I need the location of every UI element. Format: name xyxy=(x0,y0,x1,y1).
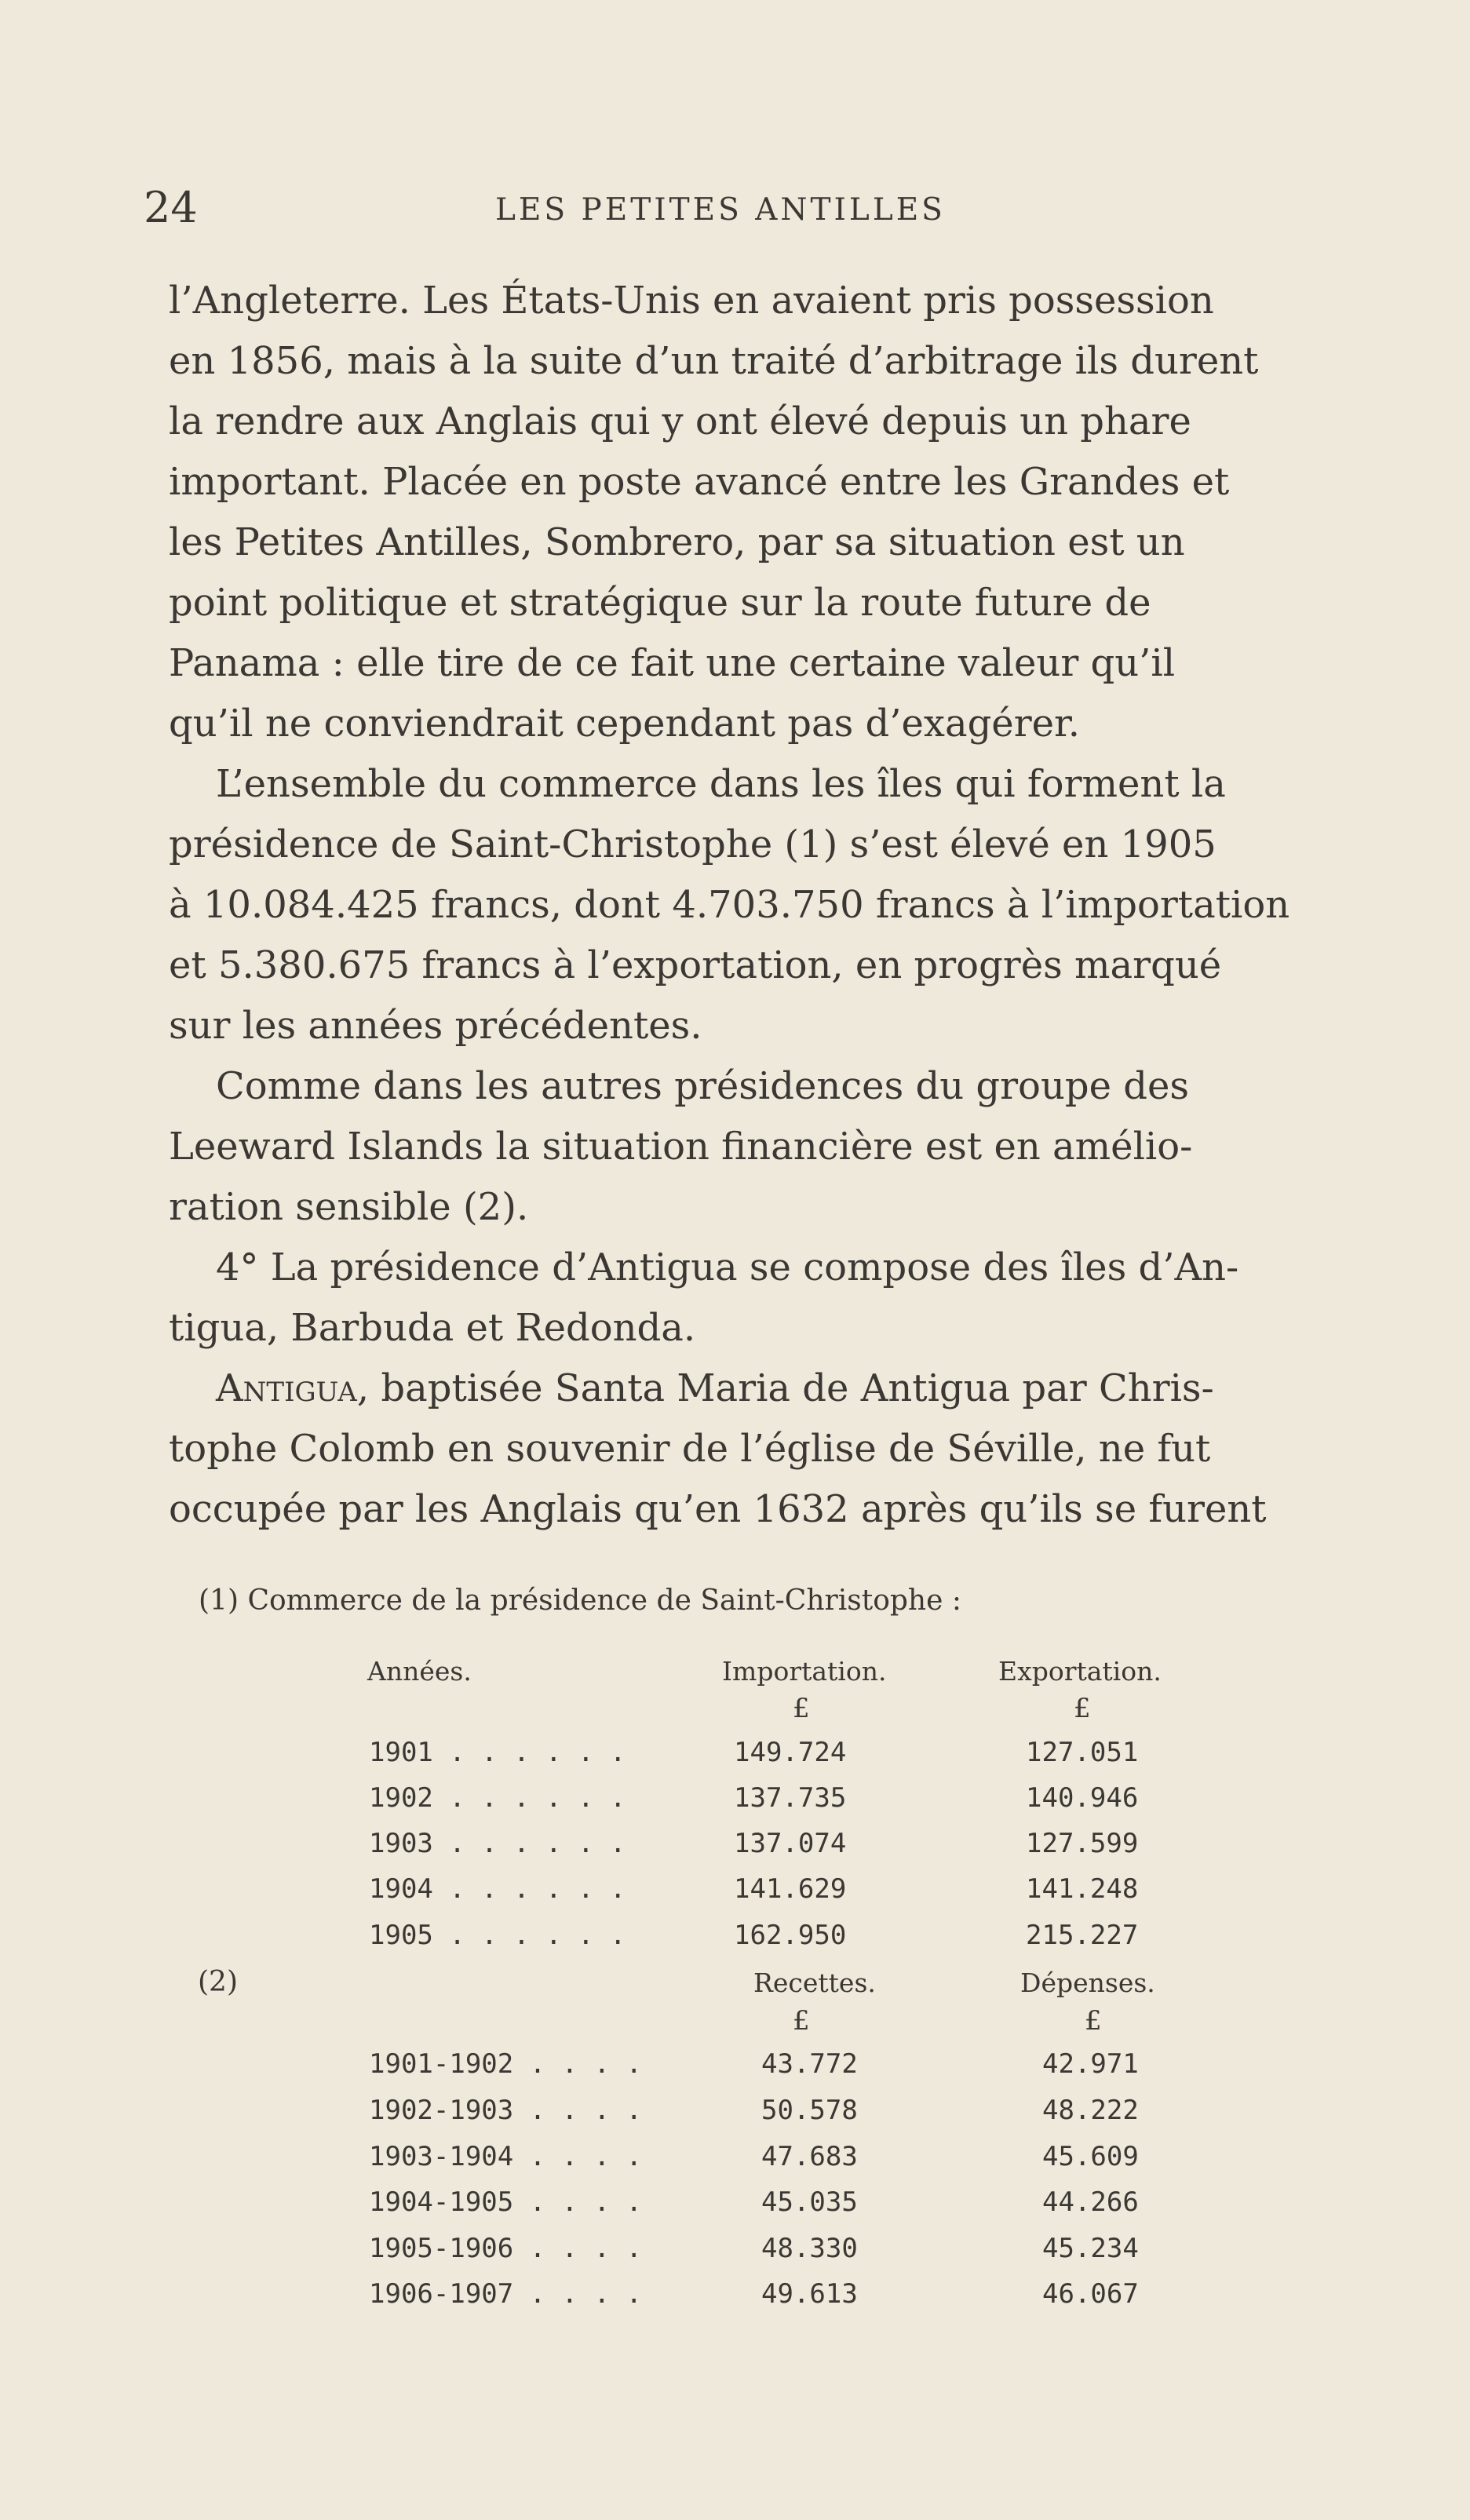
table-row-export: 127.599 xyxy=(1026,1828,1139,1859)
page-number: 24 xyxy=(144,183,198,232)
table-row-period: 1906-1907 . . . . xyxy=(369,2278,642,2310)
text-line: point politique et stratégique sur la route future de xyxy=(169,581,1151,625)
text-line: la rendre aux Anglais qui y ont élevé depuis un phare xyxy=(169,399,1191,443)
running-head: LES PETITES ANTILLES xyxy=(495,192,946,228)
table-row-period: 1905-1906 . . . . xyxy=(369,2233,642,2264)
table-row-expenses: 45.609 xyxy=(1042,2141,1139,2172)
column-header-export: Exportation. xyxy=(998,1656,1162,1687)
column-header-receipts: Recettes. xyxy=(753,1967,876,1998)
table-row-receipts: 47.683 xyxy=(761,2141,858,2172)
text-line: L’ensemble du commerce dans les îles qui forment la xyxy=(216,762,1226,806)
table-row-year: 1904 . . . . . . xyxy=(369,1873,626,1905)
table-row-period: 1901-1902 . . . . xyxy=(369,2048,642,2080)
table-row-expenses: 46.067 xyxy=(1042,2278,1139,2310)
first-line-rest: , baptisée Santa Maria de Antigua par Chris- xyxy=(356,1366,1214,1410)
table-row-import: 141.629 xyxy=(734,1873,847,1905)
table-row-year: 1902 . . . . . . xyxy=(369,1782,626,1814)
text-line: les Petites Antilles, Sombrero, par sa situation est un xyxy=(169,520,1185,564)
text-line: présidence de Saint-Christophe (1) s’est élevé en 1905 xyxy=(169,822,1216,866)
table-row-year: 1903 . . . . . . xyxy=(369,1828,626,1859)
table-row-year: 1905 . . . . . . xyxy=(369,1920,626,1951)
text-line: l’Angleterre. Les États-Unis en avaient pris possession xyxy=(169,279,1214,323)
text-line: en 1856, mais à la suite d’un traité d’arbitrage ils durent xyxy=(169,339,1259,383)
text-line: tophe Colomb en souvenir de l’église de Séville, ne fut xyxy=(169,1427,1211,1471)
footnote-title: (1) Commerce de la présidence de Saint-Christophe : xyxy=(199,1585,961,1617)
text-line: occupée par les Anglais qu’en 1632 après qu’ils se furent xyxy=(169,1487,1267,1531)
table-row-export: 141.248 xyxy=(1026,1873,1139,1905)
column-header-years: Années. xyxy=(367,1656,472,1687)
text-line: Comme dans les autres présidences du groupe des xyxy=(216,1064,1190,1108)
currency-symbol: £ xyxy=(1074,1693,1091,1724)
table-row-export: 127.051 xyxy=(1026,1737,1139,1768)
table-row-export: 215.227 xyxy=(1026,1920,1139,1951)
table-row-receipts: 45.035 xyxy=(761,2186,858,2218)
table-row-expenses: 48.222 xyxy=(1042,2095,1139,2126)
table-row-receipts: 49.613 xyxy=(761,2278,858,2310)
text-line: ration sensible (2). xyxy=(169,1185,529,1229)
currency-symbol: £ xyxy=(793,2005,810,2037)
text-line: 4° La présidence d’Antigua se compose des îles d’An- xyxy=(216,1245,1239,1289)
text-line: Leeward Islands la situation financière est en amélio- xyxy=(169,1125,1193,1169)
text-line: qu’il ne conviendrait cependant pas d’exagérer. xyxy=(169,702,1080,746)
currency-symbol: £ xyxy=(793,1693,810,1724)
table-row-import: 137.074 xyxy=(734,1828,847,1859)
currency-symbol: £ xyxy=(1085,2005,1102,2037)
text-line: à 10.084.425 francs, dont 4.703.750 francs à l’importation xyxy=(169,883,1290,927)
table-row-expenses: 42.971 xyxy=(1042,2048,1139,2080)
antigua-smallcaps: Antigua xyxy=(216,1366,357,1410)
table-row-import: 137.735 xyxy=(734,1782,847,1814)
footnote-2-label: (2) xyxy=(198,1966,238,1998)
table-row-expenses: 44.266 xyxy=(1042,2186,1139,2218)
text-line: et 5.380.675 francs à l’exportation, en progrès marqué xyxy=(169,943,1222,987)
table-row-receipts: 43.772 xyxy=(761,2048,858,2080)
table-row-receipts: 48.330 xyxy=(761,2233,858,2264)
table-row-period: 1903-1904 . . . . xyxy=(369,2141,642,2172)
table-row-year: 1901 . . . . . . xyxy=(369,1737,626,1768)
table-row-export: 140.946 xyxy=(1026,1782,1139,1814)
column-header-import: Importation. xyxy=(722,1656,887,1687)
text-line: Panama : elle tire de ce fait une certaine valeur qu’il xyxy=(169,641,1176,685)
text-line: important. Placée en poste avancé entre les Grandes et xyxy=(169,460,1230,504)
table-row-period: 1904-1905 . . . . xyxy=(369,2186,642,2218)
table-row-import: 162.950 xyxy=(734,1920,847,1951)
table-row-receipts: 50.578 xyxy=(761,2095,858,2126)
text-line: tigua, Barbuda et Redonda. xyxy=(169,1306,696,1350)
table-row-expenses: 45.234 xyxy=(1042,2233,1139,2264)
text-line: sur les années précédentes. xyxy=(169,1004,702,1048)
table-row-period: 1902-1903 . . . . xyxy=(369,2095,642,2126)
table-row-import: 149.724 xyxy=(734,1737,847,1768)
column-header-expenses: Dépenses. xyxy=(1020,1967,1155,1998)
